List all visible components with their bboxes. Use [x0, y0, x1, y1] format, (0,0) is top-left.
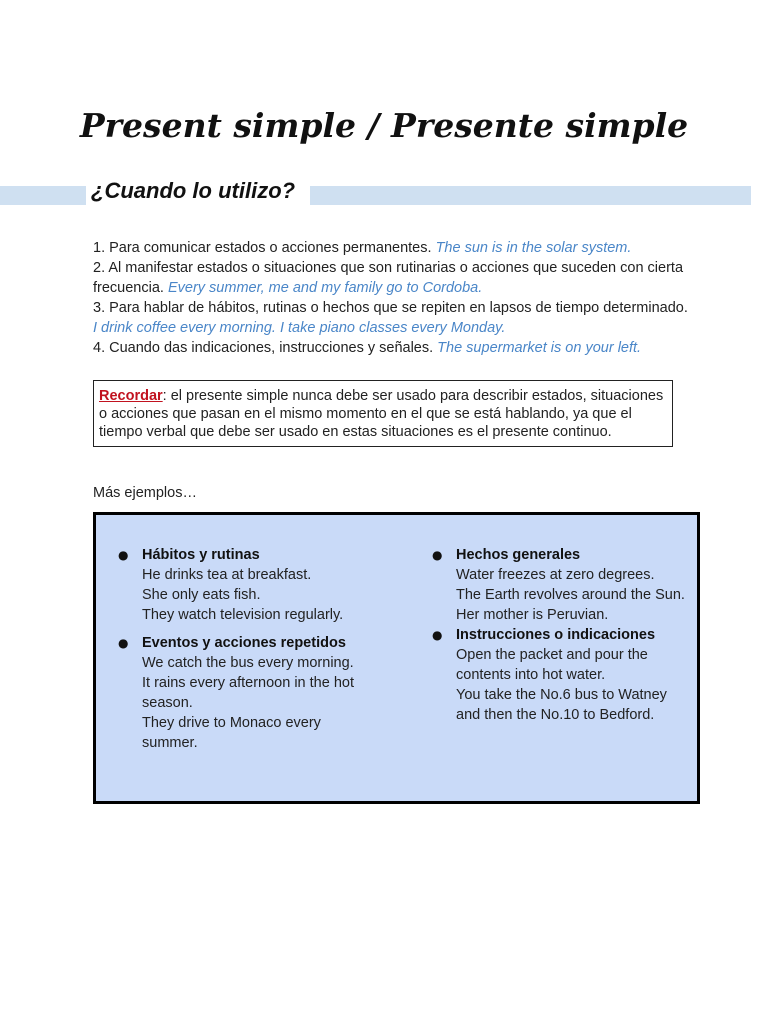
example-line: The Earth revolves around the Sun.	[456, 587, 685, 603]
section-heading: ¿Cuando lo utilizo?	[91, 178, 296, 203]
example-line: We catch the bus every morning.	[142, 655, 354, 671]
example-line: He drinks tea at breakfast.	[142, 567, 312, 583]
example-line: Open the packet and pour the contents into hot water.	[456, 647, 648, 683]
example-group-title: Eventos y acciones repetidos	[142, 635, 346, 651]
example-group	[432, 545, 692, 625]
bullet-icon: ●	[432, 548, 443, 562]
reminder-note	[93, 380, 673, 447]
example-line: She only eats fish.	[142, 587, 261, 603]
bullet-icon: ●	[118, 548, 129, 562]
more-examples-label: Más ejemplos…	[93, 485, 197, 501]
example-group-title: Hechos generales	[456, 547, 581, 563]
example-line: They watch television regularly.	[142, 607, 344, 623]
example-line: Water freezes at zero degrees.	[456, 567, 655, 583]
example-group-title: Hábitos y rutinas	[142, 547, 260, 563]
page-title: Present simple / Presente simple	[79, 106, 689, 146]
examples-column-left	[118, 545, 378, 761]
usage-example: I drink coffee every morning. I take piano classes every Monday.	[93, 320, 506, 336]
reminder-keyword: Recordar	[99, 388, 163, 404]
heading-band-left	[0, 186, 86, 205]
usage-item: 3. Para hablar de hábitos, rutinas o hechos que se repiten en lapsos de tiempo determinado. I drink coffee every morning. I take piano classes every Monday.	[93, 300, 688, 336]
example-line: You take the No.6 bus to Watney and then the No.10 to Bedford.	[456, 687, 667, 723]
bullet-icon: ●	[118, 636, 129, 650]
heading-band-right	[310, 186, 751, 205]
reminder-text: : el presente simple nunca debe ser usado para describir estados, situaciones o acciones que pasan en el mismo momento en el que se está hablando, ya que el tiempo verbal que debe ser usado en estas situaciones es el presente continuo.	[99, 388, 664, 440]
usage-example: Every summer, me and my family go to Cordoba.	[167, 280, 483, 296]
example-group	[432, 625, 692, 725]
usage-list	[93, 238, 693, 358]
usage-item: 4. Cuando das indicaciones, instrucciones y señales. The supermarket is on your left.	[93, 340, 642, 356]
example-group	[118, 633, 378, 753]
bullet-icon: ●	[432, 628, 443, 642]
usage-example: The sun is in the solar system.	[435, 240, 632, 256]
examples-box	[93, 512, 700, 804]
usage-item: 1. Para comunicar estados o acciones permanentes. The sun is in the solar system.	[93, 240, 632, 256]
example-line: They drive to Monaco every summer.	[142, 715, 321, 751]
example-group	[118, 545, 378, 625]
example-group-title: Instrucciones o indicaciones	[456, 627, 656, 643]
usage-item: 2. Al manifestar estados o situaciones que son rutinarias o acciones que suceden con cierta frecuencia. Every summer, me and my family go to Cordoba.	[93, 260, 684, 296]
examples-column-right	[432, 545, 692, 733]
usage-example: The supermarket is on your left.	[437, 340, 642, 356]
example-line: It rains every afternoon in the hot season.	[142, 675, 354, 711]
example-line: Her mother is Peruvian.	[456, 607, 609, 623]
